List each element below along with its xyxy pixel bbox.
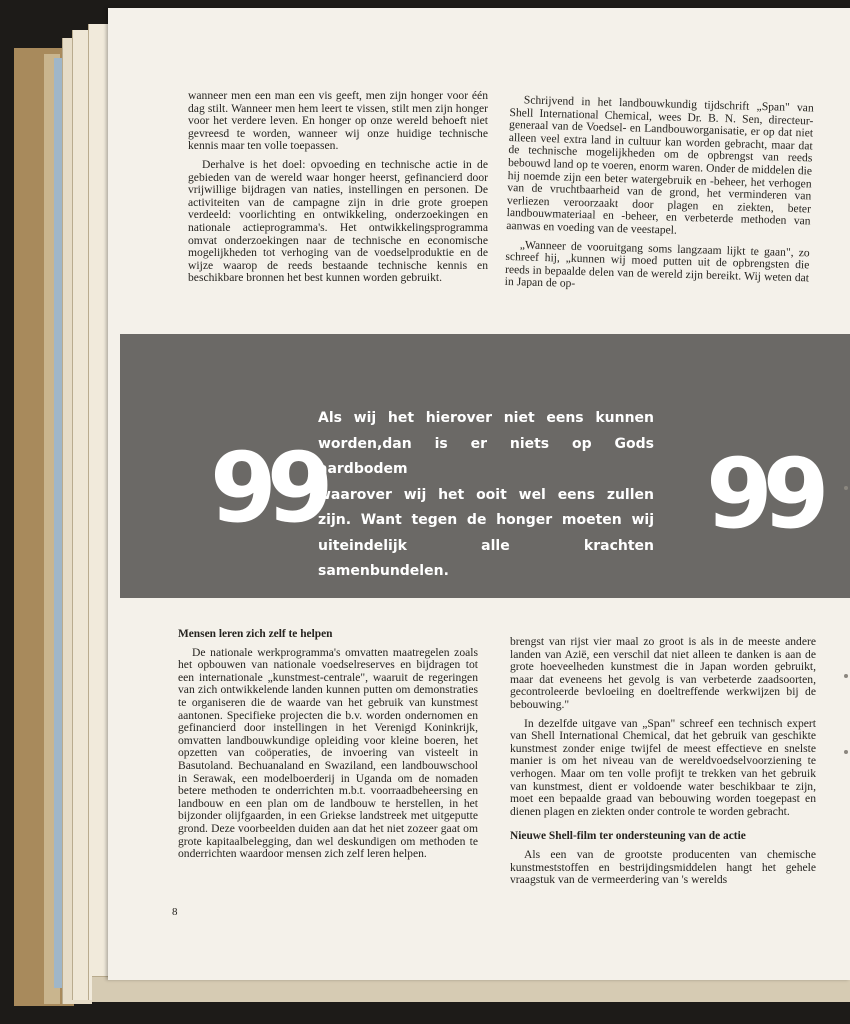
- page-edge-strip: [54, 58, 62, 988]
- paragraph: In dezelfde uitgave van „Span" schreef een technisch expert van Shell International Chemical, dat het gebruik van geschikte kunstmest zonder enige twijfel de meest effectieve en snelste manier is om het niveau van de wereldvoedselvoorziening te verhogen. Maar om ten volle profijt te trekken van het gebruik van kunstmest, dient er voldoende water beschikbaar te zijn, moet een bepaalde graad van bebouwing worden toegepast en dienen plagen en ziekten onder controle te worden gebracht.: [510, 716, 816, 818]
- quote-line: Als wij het hierover niet eens kunnen: [318, 410, 654, 426]
- paragraph: brengst van rijst vier maal zo groot is als in de meeste andere landen van Azië, een verschil dat niet alleen te danken is aan de grote hoeveelheden kunstmest die in Japan worden gebruikt, maar dat eveneens het gevolg is van verbeterde zaadsoorten, gecontroleerde bevloeiing en doeltreffende werkwijzen bij de bebouwing.": [510, 635, 816, 711]
- quote-line: waarover wij het ooit wel eens zullen: [318, 486, 654, 503]
- binder-hole: [844, 750, 848, 754]
- paragraph: De nationale werkprogramma's omvatten maatregelen zoals het opbouwen van nationale voedselreserves en bijdragen tot een internationale „kunstmest-centrale", waaruit de regeringen van zich ontwikkelende landen kunnen putten om demonstraties te organiseren die de waarde van het gebruik van kunstmest aantonen. Specifieke projecten die b.v. worden ondernomen en gefinancierd door instellingen in het Verenigd Koninkrijk, omvatten landbouwkundige opleiding voor kleine boeren, het opzetten van coöperaties, de invoering van visteelt in Basutoland. Bechuanaland en Swaziland, een landbouwschool in Serawak, een modelboerderij in Uganda om de nomaden betere methoden te onderrichten m.b.t. voorraadbeheersing en landbouw en een plan om de landbouw te herstellen, in het bijzonder olijfgaarden, in een Griekse landstreek met uitgeputte grond. Deze voorbeelden duiden aan dat het niet zozeer gaat om grote kapitaalbelegging, dan wel deskundigen om methoden te onderrichten waardoor mensen zich zelf leren helpen.: [178, 645, 478, 861]
- paragraph: wanneer men een man een vis geeft, men zijn honger voor één dag stilt. Wanneer men hem leert te vissen, stilt men zijn honger voor het verdere leven. En honger op onze wereld behoeft niet gevreesd te worden, wanneer wij onze huidige technische kennis maar ten volle toepassen.: [188, 89, 488, 153]
- section-heading: Mensen leren zich zelf te helpen: [178, 628, 333, 640]
- top-left-column: [188, 90, 488, 291]
- quote-line: worden,dan is er niets op Gods aardbodem: [318, 435, 654, 477]
- paragraph: „Wanneer de vooruitgang soms langzaam lijkt te gaan", zo schreef hij, „kunnen wij moed putten uit de opbrengsten die reeds in bepaalde delen van de wereld zijn bereikt. Wij weten dat in Japan de op-: [504, 237, 810, 291]
- paragraph: Derhalve is het doel: opvoeding en technische actie in de gebieden van de wereld waar honger heerst, gefinancierd door vrijwillige bijdragen van naties, instellingen en personen. De activiteiten van de campagne zijn in drie grote groepen verdeeld: voorlichting en ontwikkeling, onderzoekingen en nationale actieprogramma's. Het ontwikkelingsprogramma omvat onderzoekingen naar de technische en economische mogelijkheden tot verhoging van de voedselproduktie en de wijze waarop de reeds bestaande technische kennis en beschikbare bronnen het best kunnen worden gebruikt.: [188, 157, 488, 285]
- top-right-column: [504, 94, 813, 303]
- quote-line: zijn. Want tegen de honger moeten wij: [318, 512, 654, 528]
- pull-quote-text: [318, 406, 654, 585]
- section-heading: Nieuwe Shell-film ter ondersteuning van de actie: [510, 830, 746, 843]
- bottom-right-column: [510, 636, 816, 893]
- page-number: 8: [172, 906, 178, 918]
- magazine-page: [108, 8, 850, 980]
- open-quote-mark: 99: [210, 432, 324, 544]
- close-quote-mark: 99: [706, 438, 820, 550]
- paragraph: Als een van de grootste producenten van chemische kunstmeststoffen en bestrijdingsmiddelen hangt het gehele vraagstuk van de vermeerdering van 's werelds: [510, 847, 816, 887]
- bottom-left-column: [178, 628, 478, 867]
- binder-hole: [844, 674, 848, 678]
- quote-line: uiteindelijk alle krachten samenbundelen.: [318, 537, 654, 579]
- binder-hole: [844, 486, 848, 490]
- pull-quote-band: [120, 334, 850, 598]
- paragraph: Schrijvend in het landbouwkundig tijdschrift „Span" van Shell International Chemical, wees Dr. B. N. Sen, directeur-generaal van de Voedsel- en Landbouworganisatie, er op dat niet alleen veel extra land in cultuur kan worden gebracht, maar dat de technische mogelijkheden om de opbrengst van reeds bebouwd land op te voeren, enorm waren. Onder de middelen die hij noemde zijn een beter watergebruik en -beheer, het verhogen van de vruchtbaarheid van de grond, het verminderen van verliezen veroorzaakt door plagen en ziekten, beter landbouwmateriaal en -beheer, en verbeterde methoden van aanwas en voeding van de veestapel.: [506, 93, 814, 237]
